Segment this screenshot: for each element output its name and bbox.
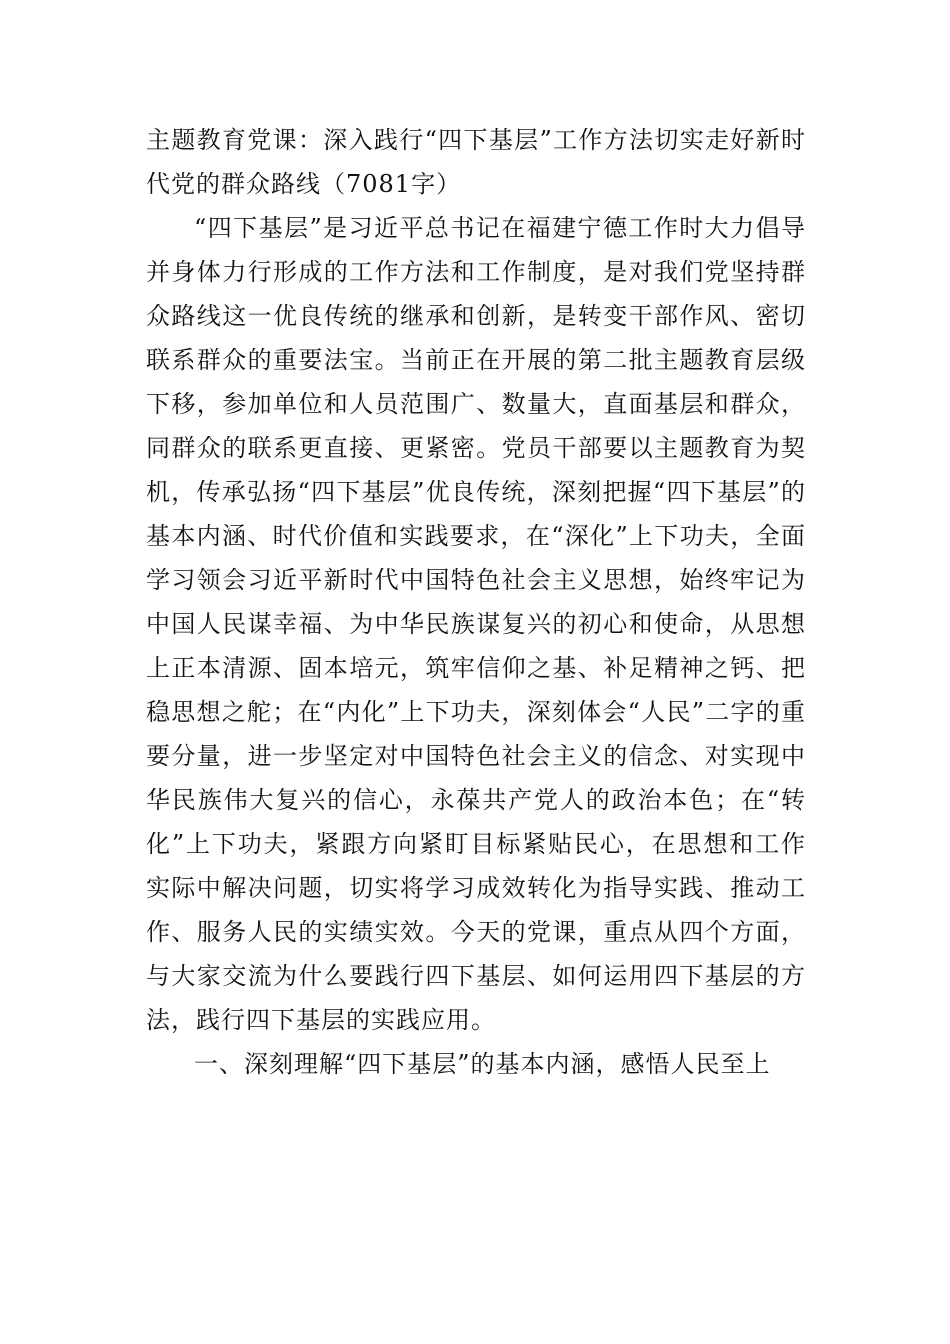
document-page bbox=[146, 118, 806, 1298]
intro-paragraph: “四下基层”是习近平总书记在福建宁德工作时大力倡导并身体力行形成的工作方法和工作制度，是对我们党坚持群众路线这一优良传统的继承和创新，是转变干部作风、密切联系群众的重要法宝。当前正在开展的第二批主题教育层级下移，参加单位和人员范围广、数量大，直面基层和群众，同群众的联系更直接、更紧密。党员干部要以主题教育为契机，传承弘扬“四下基层”优良传统，深刻把握“四下基层”的基本内涵、时代价值和实践要求，在“深化”上下功夫，全面学习领会习近平新时代中国特色社会主义思想，始终牢记为中国人民谋幸福、为中华民族谋复兴的初心和使命，从思想上正本清源、固本培元，筑牢信仰之基、补足精神之钙、把稳思想之舵；在“内化”上下功夫，深刻体会“人民”二字的重要分量，进一步坚定对中国特色社会主义的信念、对实现中华民族伟大复兴的信心，永葆共产党人的政治本色；在“转化”上下功夫，紧跟方向紧盯目标紧贴民心，在思想和工作实际中解决问题，切实将学习成效转化为指导实践、推动工作、服务人民的实绩实效。今天的党课，重点从四个方面，与大家交流为什么要践行四下基层、如何运用四下基层的方法，践行四下基层的实践应用。 bbox=[146, 214, 806, 1034]
document-title: 主题教育党课：深入践行“四下基层”工作方法切实走好新时代党的群众路线（7081字） bbox=[146, 126, 806, 198]
section-heading-1: 一、深刻理解“四下基层”的基本内涵，感悟人民至上 bbox=[194, 1050, 771, 1078]
